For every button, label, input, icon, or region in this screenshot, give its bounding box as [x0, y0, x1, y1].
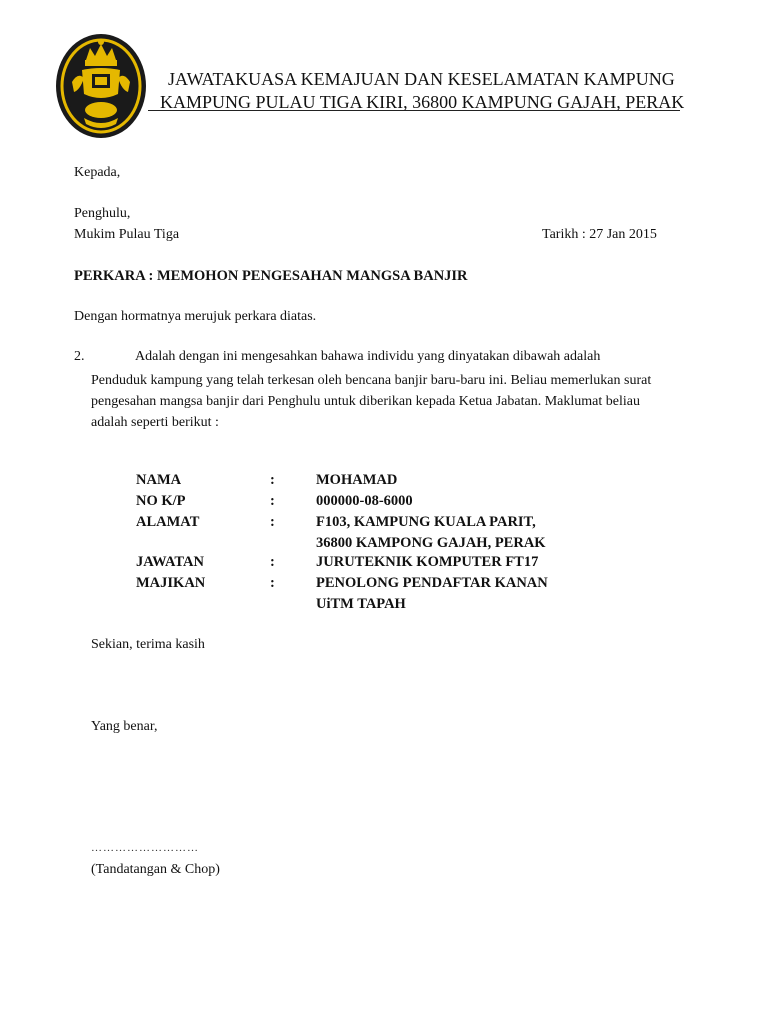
sign-off: Yang benar, — [91, 719, 158, 734]
recipient-line1: Penghulu, — [74, 206, 131, 221]
signature-label: (Tandatangan & Chop) — [91, 862, 220, 877]
paragraph-first-line: Adalah dengan ini mengesahkan bahawa individu yang dinyatakan dibawah adalah — [135, 349, 601, 364]
detail-separator: : — [270, 575, 275, 591]
detail-value-continued: 36800 KAMPONG GAJAH, PERAK — [316, 535, 546, 551]
detail-separator: : — [270, 554, 275, 570]
detail-separator: : — [270, 472, 275, 488]
detail-value: 000000-08-6000 — [316, 493, 413, 509]
salutation: Kepada, — [74, 165, 121, 180]
closing-line: Sekian, terima kasih — [91, 637, 205, 652]
paragraph-number: 2. — [74, 349, 85, 364]
recipient-line2: Mukim Pulau Tiga — [74, 227, 180, 242]
detail-label: MAJIKAN — [136, 575, 206, 591]
org-name: JAWATAKUASA KEMAJUAN DAN KESELAMATAN KAMPUNG — [168, 69, 675, 89]
detail-separator: : — [270, 493, 275, 509]
subject-line: PERKARA : MEMOHON PENGESAHAN MANGSA BANJIR — [74, 268, 468, 284]
detail-label: JAWATAN — [136, 554, 204, 570]
detail-value-continued: UiTM TAPAH — [316, 596, 406, 612]
detail-label: ALAMAT — [136, 514, 200, 530]
signature-line: ……………………… — [91, 842, 199, 854]
state-emblem-icon — [54, 32, 148, 140]
header-divider — [148, 110, 680, 111]
detail-label: NO K/P — [136, 493, 186, 509]
paragraph-body: Penduduk kampung yang telah terkesan oleh bencana banjir baru-baru ini. Beliau memerlukan surat pengesahan mangsa banjir dari Penghulu untuk diberikan kepada Ketua Jabatan. Maklumat beliau adalah seperti berikut : — [91, 373, 652, 430]
detail-separator: : — [270, 514, 275, 530]
detail-label: NAMA — [136, 472, 182, 488]
opening-line: Dengan hormatnya merujuk perkara diatas. — [74, 309, 317, 324]
detail-value: PENOLONG PENDAFTAR KANAN — [316, 575, 548, 591]
detail-value: JURUTEKNIK KOMPUTER FT17 — [316, 554, 539, 570]
org-address: KAMPUNG PULAU TIGA KIRI, 36800 KAMPUNG GAJAH, PERAK — [160, 92, 685, 112]
detail-value: MOHAMAD — [316, 472, 398, 488]
letter-date: Tarikh : 27 Jan 2015 — [542, 227, 657, 242]
detail-value: F103, KAMPUNG KUALA PARIT, — [316, 514, 536, 530]
